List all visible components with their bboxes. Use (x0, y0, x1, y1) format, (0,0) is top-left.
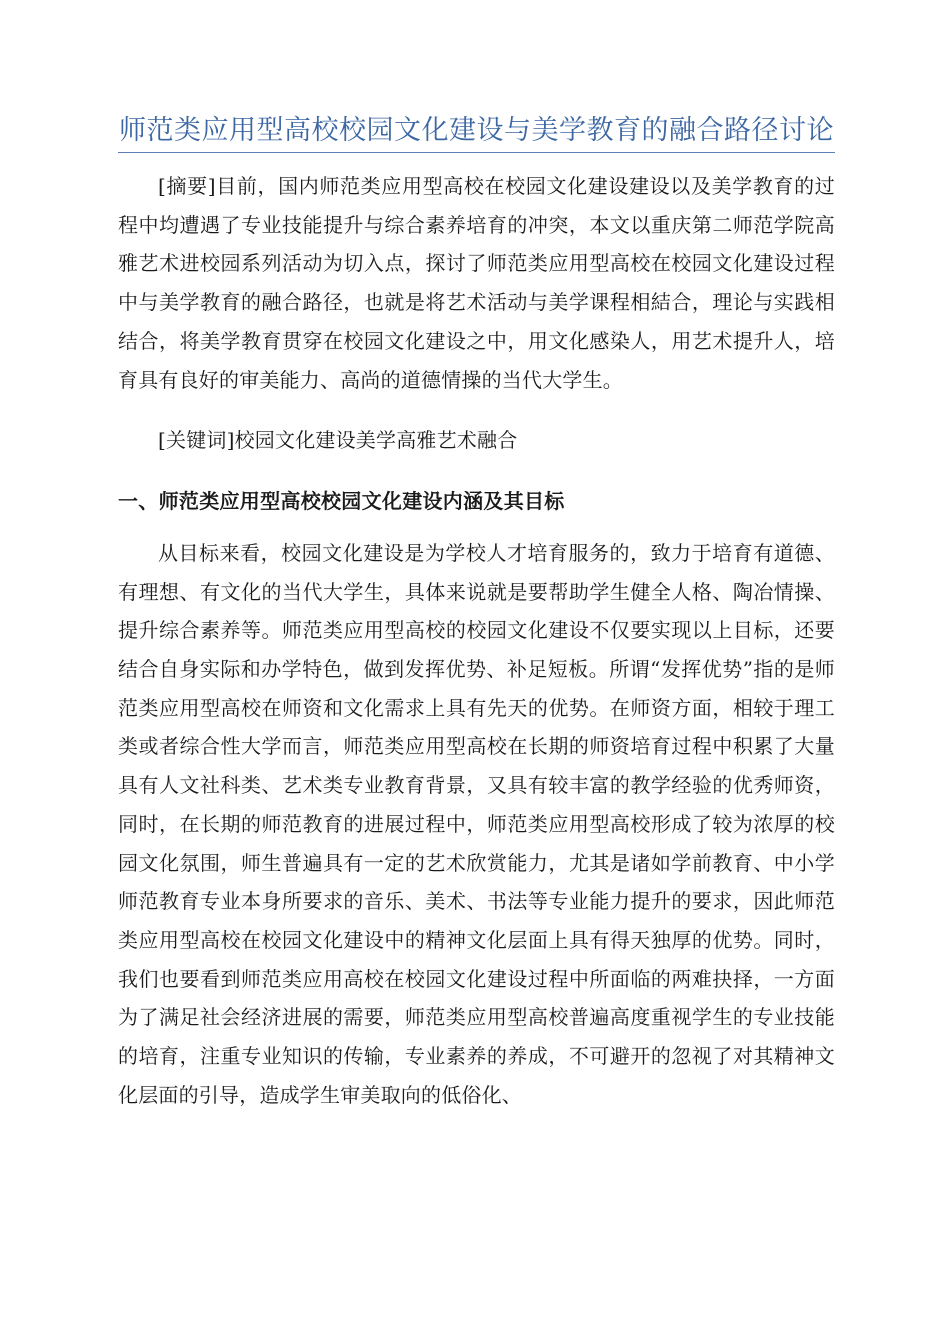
title-divider (118, 152, 835, 153)
keywords-paragraph: [关键词]校园文化建设美学高雅艺术融合 (158, 428, 518, 453)
abstract-paragraph: [摘要]目前，国内师范类应用型高校在校园文化建设建设以及美学教育的过程中均遭遇了专业技能提升与综合素养培育的冲突，本文以重庆第二师范学院高雅艺术进校园系列活动为切入点，探讨了师范类应用型高校在校园文化建设过程中与美学教育的融合路径，也就是将艺术活动与美学课程相結合，理论与实践相结合，将美学教育贯穿在校园文化建设之中，用文化感染人，用艺术提升人，培育具有良好的审美能力、高尚的道德情操的当代大学生。 (118, 174, 835, 392)
document-page (118, 112, 835, 1114)
document-title: 师范类应用型高校校园文化建设与美学教育的融合路径讨论 (119, 115, 834, 146)
section-heading: 一、师范类应用型高校校园文化建设内涵及其目标 (118, 488, 565, 513)
body-paragraph: 从目标来看，校园文化建设是为学校人才培育服务的，致力于培育有道德、有理想、有文化的当代大学生，具体来说就是要帮助学生健全人格、陶冶情操、提升综合素养等。师范类应用型高校的校园文化建设不仅要实现以上目标，还要结合自身实际和办学特色，做到发挥优势、补足短板。所谓“发挥优势”指的是师范类应用型高校在师资和文化需求上具有先天的优势。在师资方面，相较于理工类或者综合性大学而言，师范类应用型高校在长期的师资培育过程中积累了大量具有人文社科类、艺术类专业教育背景，又具有较丰富的教学经验的优秀师资，同时，在长期的师范教育的进展过程中，师范类应用型高校形成了较为浓厚的校园文化氛围，师生普遍具有一定的艺术欣赏能力，尤其是诸如学前教育、中小学师范教育专业本身所要求的音乐、美术、书法等专业能力提升的要求，因此师范类应用型高校在校园文化建设中的精神文化层面上具有得天独厚的优势。同时，我们也要看到师范类应用高校在校园文化建设过程中所面临的两难抉择，一方面为了满足社会经济进展的需要，师范类应用型高校普遍高度重视学生的专业技能的培育，注重专业知识的传输，专业素养的养成，不可避开的忽视了对其精神文化层面的引导，造成学生审美取向的低俗化、 (118, 540, 835, 1107)
